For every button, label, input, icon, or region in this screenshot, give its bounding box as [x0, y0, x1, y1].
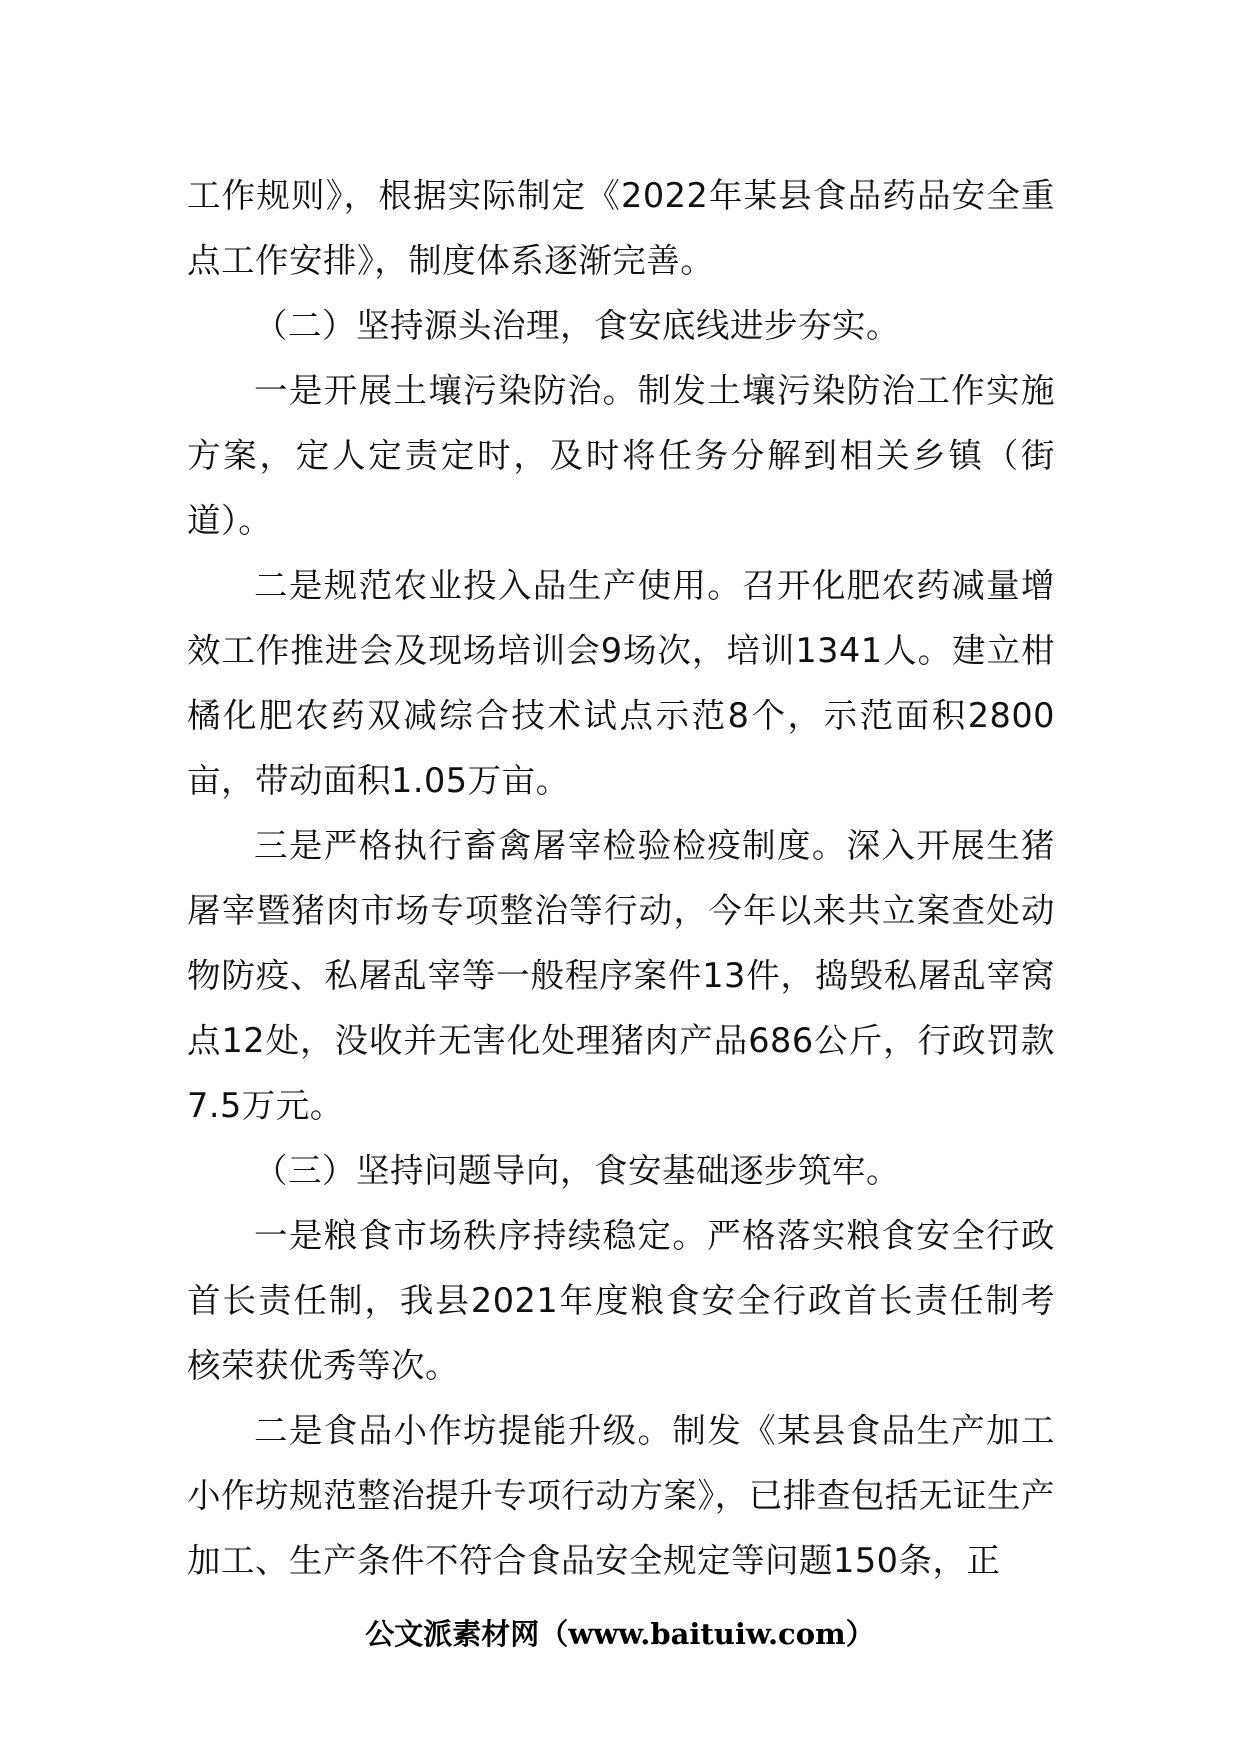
- paragraph: 二是食品小作坊提能升级。制发《某县食品生产加工小作坊规范整治提升专项行动方案》，已排查包括无证生产加工、生产条件不符合食品安全规定等问题150条，正: [187, 1411, 1055, 1580]
- paragraph: 工作规则》，根据实际制定《2022年某县食品药品安全重点工作安排》，制度体系逐渐完善。: [187, 176, 1055, 280]
- section-heading: （二）坚持源头治理，食安底线进步夯实。: [254, 306, 900, 345]
- section-heading: （三）坚持问题导向，食安基础逐步筑牢。: [254, 1151, 900, 1190]
- paragraph: 一是粮食市场秩序持续稳定。严格落实粮食安全行政首长责任制，我县2021年度粮食安全行政首长责任制考核荣获优秀等次。: [187, 1216, 1055, 1385]
- paragraph: 一是开展土壤污染防治。制发土壤污染防治工作实施方案，定人定责定时，及时将任务分解到相关乡镇（街道）。: [187, 371, 1055, 540]
- paragraph: 三是严格执行畜禽屠宰检验检疫制度。深入开展生猪屠宰暨猪肉市场专项整治等行动，今年以来共立案查处动物防疫、私屠乱宰等一般程序案件13件，捣毁私屠乱宰窝点12处，没收并无害化处理猪肉产品686公斤，行政罚款7.5万元。: [187, 826, 1055, 1125]
- document-body: [187, 163, 1055, 1593]
- paragraph: 二是规范农业投入品生产使用。召开化肥农药减量增效工作推进会及现场培训会9场次，培训1341人。建立柑橘化肥农药双减综合技术试点示范8个，示范面积2800亩，带动面积1.05万亩。: [187, 566, 1055, 800]
- footer-watermark: 公文派素材网（www.baituiw.com）: [365, 1617, 875, 1651]
